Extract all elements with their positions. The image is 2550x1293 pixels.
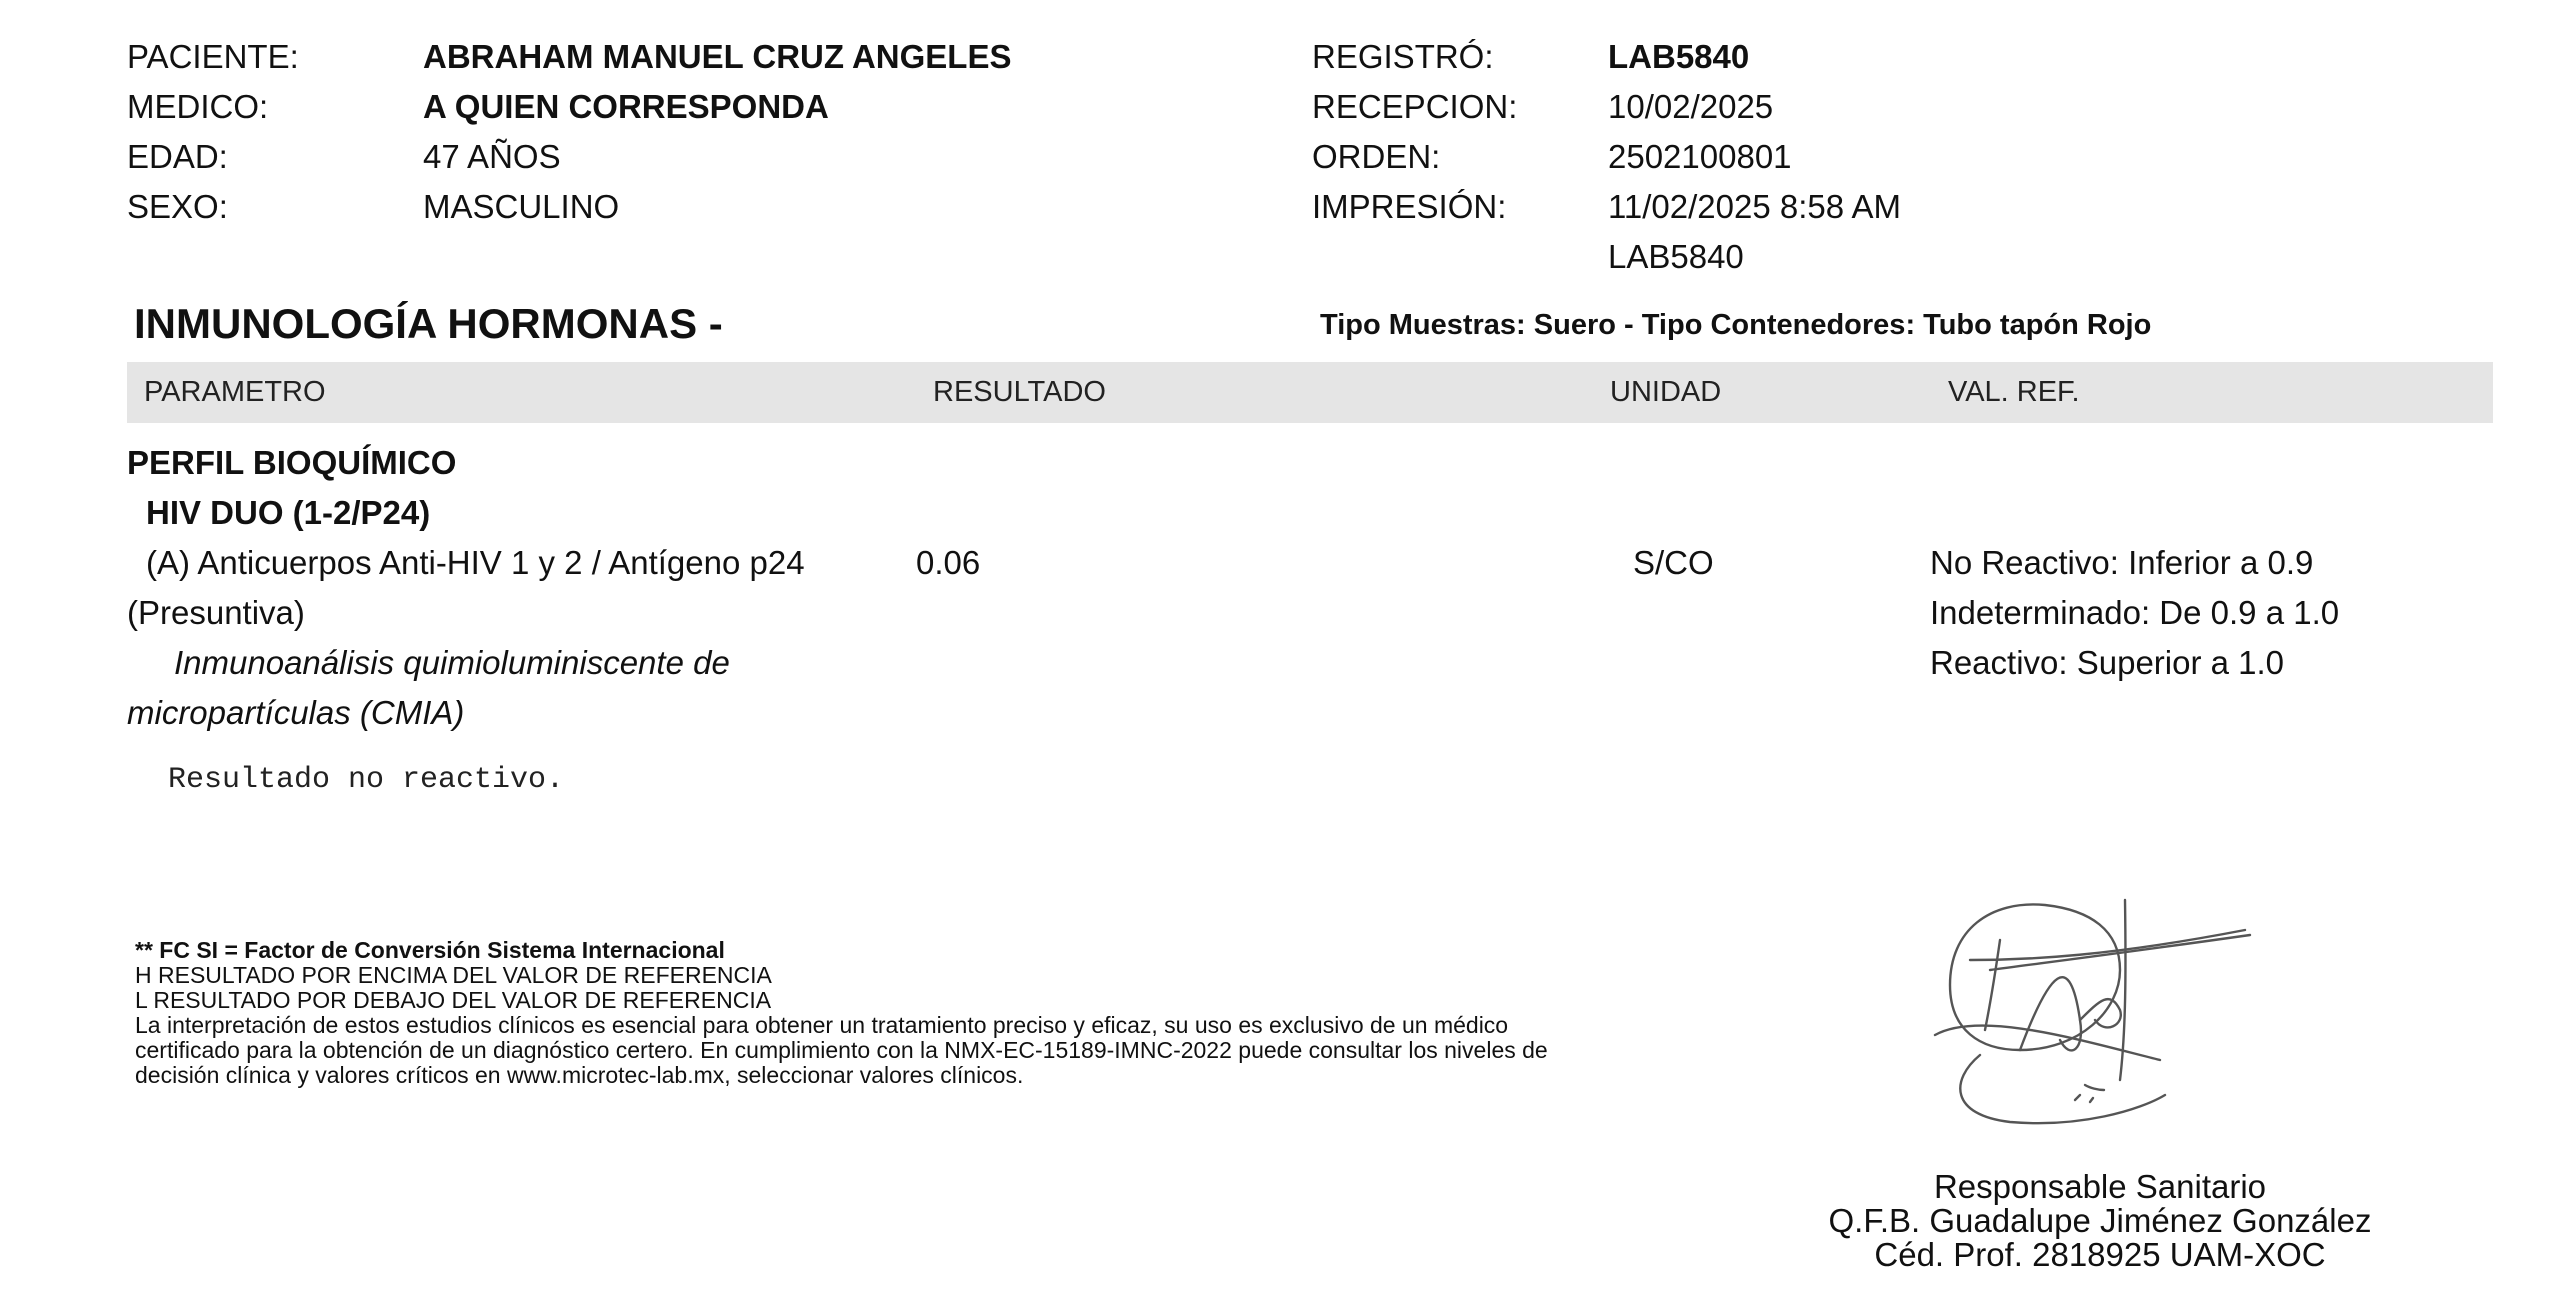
notes-line: decisión clínica y valores críticos en www.microtec-lab.mx, seleccionar valores clínicos. (135, 1062, 1024, 1088)
section-title: INMUNOLOGÍA HORMONAS - (134, 300, 723, 347)
impresion-value: 11/02/2025 8:58 AM (1608, 188, 1901, 225)
notes-line: L RESULTADO POR DEBAJO DEL VALOR DE REFERENCIA (135, 987, 772, 1013)
notes-line: ** FC SI = Factor de Conversión Sistema Internacional (135, 937, 725, 963)
responsible-title: Responsable Sanitario (1933, 1168, 2267, 1205)
responsible-block (1780, 1170, 2420, 1272)
method-line-1: Inmunoanálisis quimioluminiscente de (174, 644, 730, 681)
sex-label: SEXO: (127, 188, 228, 225)
reference-value: No Reactivo: Inferior a 0.9 (1930, 544, 2314, 581)
notes-line: certificado para la obtención de un diagnóstico certero. En cumplimiento con la NMX-EC-15189-IMNC-2022 puede consultar los niveles de (135, 1037, 1548, 1063)
reference-value: Indeterminado: De 0.9 a 1.0 (1930, 594, 2340, 631)
reference-value: Reactivo: Superior a 1.0 (1930, 644, 2285, 681)
responsible-name: Q.F.B. Guadalupe Jiménez González (1828, 1202, 2372, 1239)
registro-label: REGISTRÓ: (1312, 38, 1494, 75)
col-val-ref: VAL. REF. (1948, 376, 2080, 408)
patient-label: PACIENTE: (127, 38, 299, 75)
parameter-name: (A) Anticuerpos Anti-HIV 1 y 2 / Antígeno p24 (146, 544, 805, 581)
result-unit: S/CO (1633, 544, 1714, 581)
col-parametro: PARAMETRO (144, 376, 326, 408)
registro-value: LAB5840 (1608, 38, 1750, 75)
footer-notes (135, 938, 1548, 1088)
lab-code: LAB5840 (1608, 238, 1744, 275)
doctor-name: A QUIEN CORRESPONDA (423, 88, 829, 125)
column-header-bar (127, 362, 2493, 423)
sex-value: MASCULINO (423, 188, 620, 225)
notes-line: La interpretación de estos estudios clínicos es esencial para obtener un tratamiento preciso y eficaz, su uso es exclusivo de un médico (135, 1012, 1509, 1038)
age-label: EDAD: (127, 138, 228, 175)
result-value: 0.06 (916, 544, 981, 581)
patient-name: ABRAHAM MANUEL CRUZ ANGELES (423, 38, 1012, 75)
orden-label: ORDEN: (1312, 138, 1441, 175)
test-title: HIV DUO (1-2/P24) (146, 494, 431, 531)
result-comment: Resultado no reactivo. (168, 763, 565, 797)
parameter-name-cont: (Presuntiva) (127, 594, 305, 631)
notes-line: H RESULTADO POR ENCIMA DEL VALOR DE REFERENCIA (135, 962, 772, 988)
impresion-label: IMPRESIÓN: (1312, 188, 1507, 225)
group-title: PERFIL BIOQUÍMICO (127, 444, 457, 481)
age-value: 47 AÑOS (423, 138, 561, 175)
orden-value: 2502100801 (1608, 138, 1792, 175)
sample-info: Tipo Muestras: Suero - Tipo Contenedores: Tubo tapón Rojo (1320, 309, 2152, 341)
doctor-label: MEDICO: (127, 88, 269, 125)
col-unidad: UNIDAD (1610, 376, 1722, 408)
col-resultado: RESULTADO (933, 376, 1106, 408)
method-line-2: micropartículas (CMIA) (127, 694, 465, 731)
recepcion-label: RECEPCION: (1312, 88, 1518, 125)
recepcion-value: 10/02/2025 (1608, 88, 1774, 125)
responsible-license: Céd. Prof. 2818925 UAM-XOC (1874, 1236, 2326, 1273)
signature (1930, 890, 2260, 1140)
